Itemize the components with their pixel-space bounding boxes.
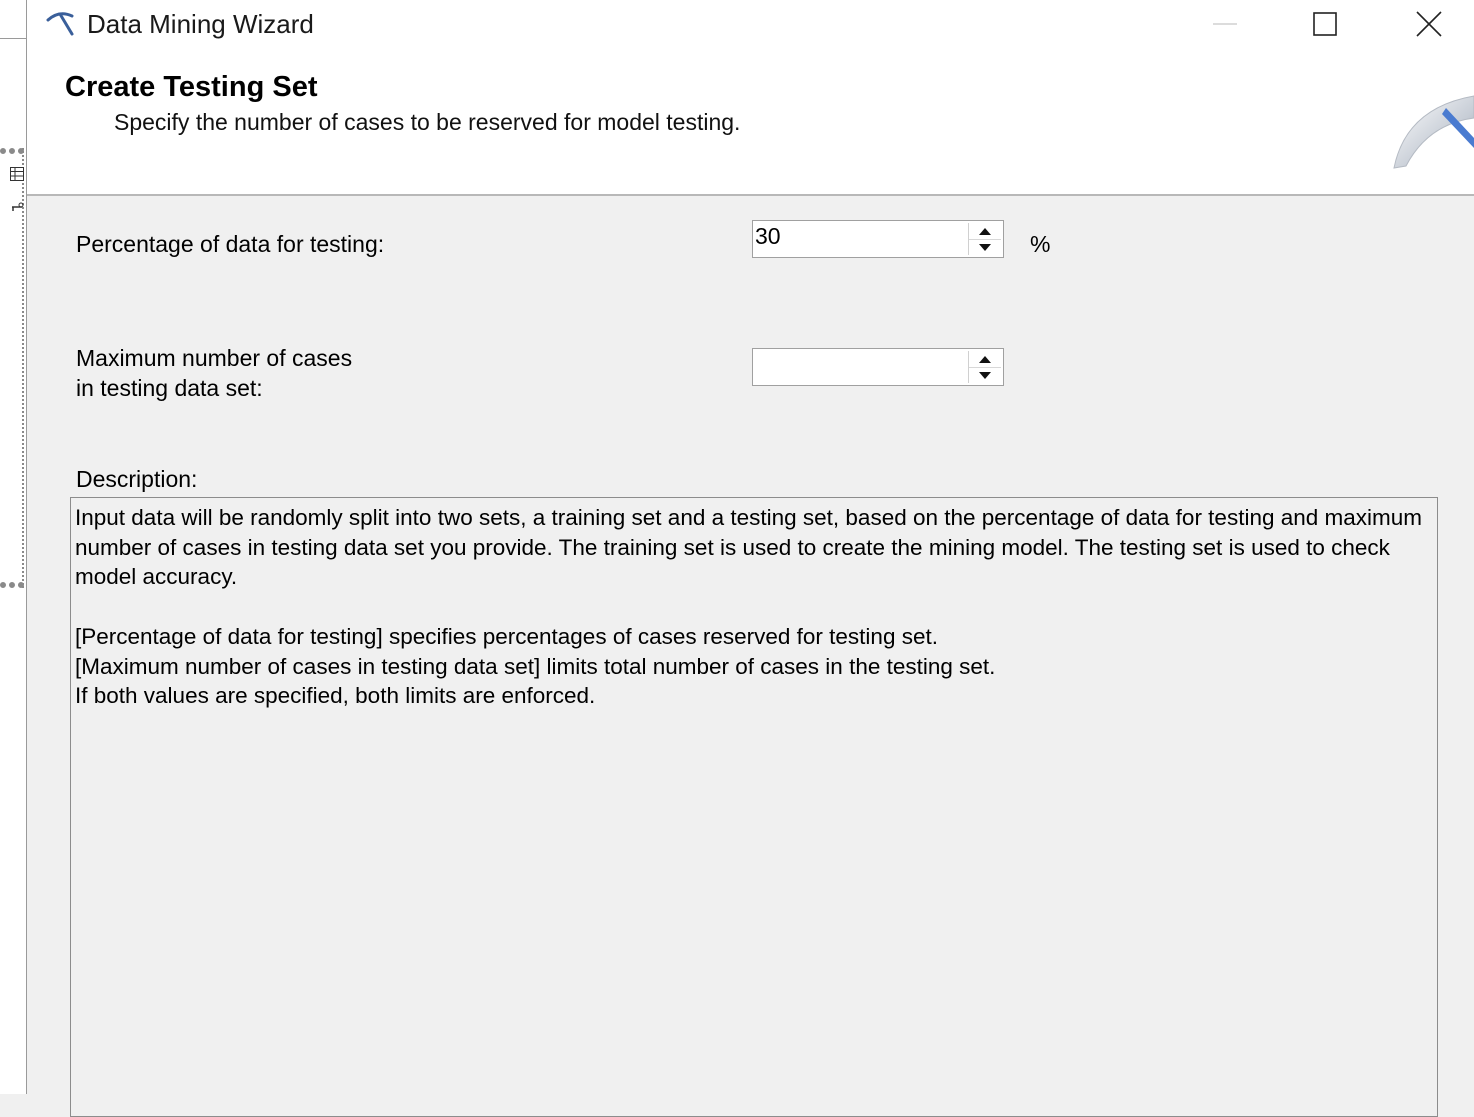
page-subtitle: Specify the number of cases to be reserved for model testing.	[114, 109, 741, 135]
key-icon	[10, 200, 24, 214]
pickaxe-icon	[45, 10, 75, 36]
max-cases-input[interactable]	[753, 349, 967, 385]
spin-down-button[interactable]	[969, 239, 1001, 255]
wizard-banner-graphic	[1392, 78, 1474, 174]
close-button[interactable]	[1379, 0, 1474, 48]
table-icon	[10, 167, 24, 181]
triangle-down-icon	[979, 372, 991, 379]
triangle-up-icon	[979, 356, 991, 363]
window-title: Data Mining Wizard	[87, 9, 314, 39]
percent-unit-label: %	[1030, 231, 1051, 257]
background-divider	[0, 38, 26, 39]
spin-up-button[interactable]	[969, 351, 1001, 367]
max-cases-label-line1: Maximum number of cases	[76, 345, 353, 371]
minimize-button[interactable]	[1175, 0, 1275, 48]
max-cases-label-line2: in testing data set:	[76, 375, 263, 401]
close-icon	[1416, 11, 1442, 37]
description-line: [Percentage of data for testing] specifies percentages of cases reserved for testing set.	[75, 624, 938, 649]
spin-up-button[interactable]	[969, 223, 1001, 239]
percentage-spinbox[interactable]	[752, 220, 1004, 258]
minimize-icon	[1213, 22, 1237, 26]
description-paragraph: Input data will be randomly split into two sets, a training set and a testing set, based on the percentage of data for testing and maximum number of cases in testing data set you provide. The training set is used to create the mining model. The testing set is used to check model accuracy.	[75, 505, 1423, 590]
max-cases-label	[76, 343, 352, 403]
wizard-header	[27, 48, 1474, 196]
description-label: Description:	[76, 466, 198, 492]
spin-down-button[interactable]	[969, 367, 1001, 383]
percentage-spin-buttons[interactable]	[968, 223, 1001, 255]
maximize-icon	[1313, 12, 1337, 36]
description-line: If both values are specified, both limits are enforced.	[75, 683, 596, 708]
description-textbox[interactable]	[70, 497, 1438, 1117]
max-cases-spin-buttons[interactable]	[968, 351, 1001, 383]
max-cases-spinbox[interactable]	[752, 348, 1004, 386]
maximize-button[interactable]	[1275, 0, 1375, 48]
page-title: Create Testing Set	[65, 71, 318, 103]
triangle-down-icon	[979, 244, 991, 251]
background-table-selection	[0, 148, 24, 588]
percentage-input[interactable]	[753, 221, 967, 257]
data-mining-wizard-window	[26, 0, 1474, 1094]
title-bar[interactable]	[27, 0, 1474, 48]
triangle-up-icon	[979, 228, 991, 235]
description-line: [Maximum number of cases in testing data set] limits total number of cases in the testing set.	[75, 654, 996, 679]
percentage-label: Percentage of data for testing:	[76, 231, 385, 257]
background-window-strip	[0, 0, 26, 1094]
